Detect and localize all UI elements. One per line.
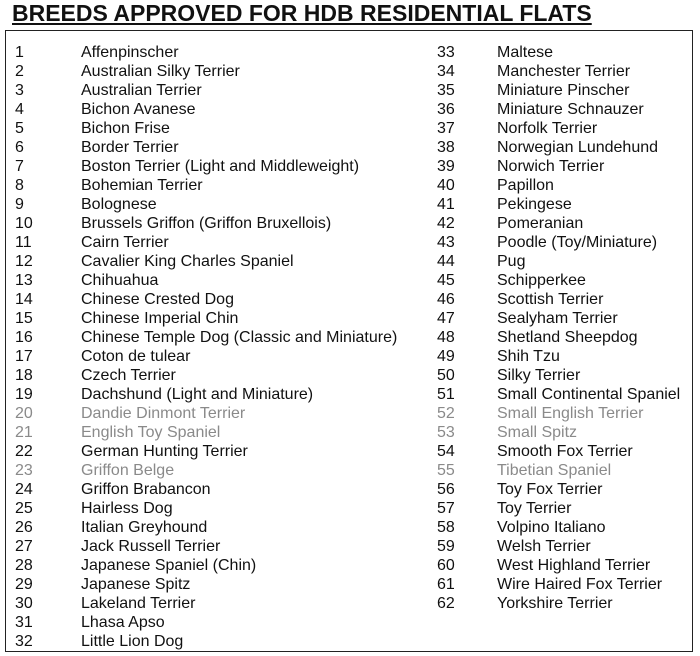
breed-name: Chihuahua [81, 272, 159, 289]
breed-name: Maltese [497, 44, 554, 61]
list-item [15, 233, 397, 252]
breed-number: 47 [437, 310, 455, 327]
breed-number: 46 [437, 291, 455, 308]
breed-number: 39 [437, 158, 455, 175]
breed-number: 10 [15, 215, 33, 232]
list-item [437, 442, 680, 461]
breed-name: English Toy Spaniel [81, 424, 221, 441]
breed-name: Scottish Terrier [497, 291, 604, 308]
breed-name: Norwegian Lundehund [497, 139, 659, 156]
breed-number: 38 [437, 139, 455, 156]
list-item [437, 537, 680, 556]
list-item [15, 62, 397, 81]
breed-number: 37 [437, 120, 455, 137]
breed-name: Poodle (Toy/Miniature) [497, 234, 658, 251]
breed-number: 45 [437, 272, 455, 289]
breed-number: 48 [437, 329, 455, 346]
breed-name: Pekingese [497, 196, 572, 213]
breed-name: Bichon Frise [81, 120, 170, 137]
breed-number: 1 [15, 44, 24, 61]
breed-number: 44 [437, 253, 455, 270]
breed-number: 29 [15, 576, 33, 593]
list-item [15, 442, 397, 461]
breed-number: 62 [437, 595, 455, 612]
breed-name: Norwich Terrier [497, 158, 605, 175]
breed-name: Affenpinscher [81, 44, 179, 61]
breed-name: Boston Terrier (Light and Middleweight) [81, 158, 360, 175]
breed-name: Jack Russell Terrier [81, 538, 221, 555]
breed-name: Cairn Terrier [81, 234, 169, 251]
breed-name: Chinese Crested Dog [81, 291, 234, 308]
list-item [15, 328, 397, 347]
list-item [15, 594, 397, 613]
breed-name: Bolognese [81, 196, 157, 213]
breed-name: Schipperkee [497, 272, 586, 289]
list-item [437, 556, 680, 575]
breed-name: Shih Tzu [497, 348, 560, 365]
list-item [15, 195, 397, 214]
breed-name: West Highland Terrier [497, 557, 651, 574]
breed-number: 31 [15, 614, 33, 631]
list-item [15, 100, 397, 119]
breed-number: 7 [15, 158, 24, 175]
breed-number: 40 [437, 177, 455, 194]
list-item [437, 404, 680, 423]
list-item [437, 195, 680, 214]
list-item [15, 366, 397, 385]
breed-name: Toy Fox Terrier [497, 481, 603, 498]
breed-number: 53 [437, 424, 455, 441]
list-item [15, 290, 397, 309]
list-item [437, 214, 680, 233]
breed-number: 56 [437, 481, 455, 498]
list-item [437, 138, 680, 157]
breed-number: 12 [15, 253, 33, 270]
list-item [437, 252, 680, 271]
breed-name: Pug [497, 253, 526, 270]
breed-name: Miniature Schnauzer [497, 101, 644, 118]
list-item [437, 309, 680, 328]
breed-number: 41 [437, 196, 455, 213]
list-item [15, 271, 397, 290]
breed-name: Bichon Avanese [81, 101, 196, 118]
breed-number: 9 [15, 196, 24, 213]
breed-number: 24 [15, 481, 33, 498]
breed-number: 36 [437, 101, 455, 118]
list-item [437, 499, 680, 518]
breed-name: Wire Haired Fox Terrier [497, 576, 663, 593]
breed-name: Australian Silky Terrier [81, 63, 240, 80]
breed-name: Bohemian Terrier [81, 177, 203, 194]
breed-name: Griffon Brabancon [81, 481, 211, 498]
breed-name: German Hunting Terrier [81, 443, 248, 460]
list-item [15, 423, 397, 442]
breed-number: 33 [437, 44, 455, 61]
breed-list-left [15, 43, 397, 651]
breed-number: 61 [437, 576, 455, 593]
breed-name: Norfolk Terrier [497, 120, 598, 137]
breed-name: Griffon Belge [81, 462, 175, 479]
breed-number: 8 [15, 177, 24, 194]
breed-name: Czech Terrier [81, 367, 176, 384]
list-item [437, 81, 680, 100]
list-item [437, 100, 680, 119]
breed-name: Little Lion Dog [81, 633, 184, 650]
list-item [15, 176, 397, 195]
list-item [15, 556, 397, 575]
list-item [437, 290, 680, 309]
breed-number: 6 [15, 139, 24, 156]
breed-name: Manchester Terrier [497, 63, 631, 80]
breed-name: Toy Terrier [497, 500, 572, 517]
breed-name: Japanese Spitz [81, 576, 191, 593]
breed-name: Silky Terrier [497, 367, 581, 384]
list-item [437, 480, 680, 499]
breed-name: Italian Greyhound [81, 519, 208, 536]
breed-number: 57 [437, 500, 455, 517]
list-item [437, 461, 680, 480]
list-item [15, 518, 397, 537]
breed-number: 23 [15, 462, 33, 479]
list-item [15, 480, 397, 499]
breed-name: Dachshund (Light and Miniature) [81, 386, 314, 403]
list-item [15, 81, 397, 100]
breed-name: Shetland Sheepdog [497, 329, 638, 346]
list-item [437, 157, 680, 176]
breed-name: Cavalier King Charles Spaniel [81, 253, 294, 270]
list-item [437, 385, 680, 404]
list-item [15, 347, 397, 366]
breed-number: 30 [15, 595, 33, 612]
breed-number: 32 [15, 633, 33, 650]
breed-number: 5 [15, 120, 24, 137]
breed-number: 25 [15, 500, 33, 517]
list-item [437, 347, 680, 366]
breed-number: 54 [437, 443, 455, 460]
breed-name: Lakeland Terrier [81, 595, 196, 612]
list-item [437, 328, 680, 347]
breed-number: 35 [437, 82, 455, 99]
breed-number: 19 [15, 386, 33, 403]
breed-name: Papillon [497, 177, 554, 194]
breed-number: 21 [15, 424, 33, 441]
breed-number: 58 [437, 519, 455, 536]
breed-name: Australian Terrier [81, 82, 202, 99]
list-item [437, 518, 680, 537]
breed-number: 14 [15, 291, 33, 308]
list-item [437, 119, 680, 138]
breed-number: 13 [15, 272, 33, 289]
breed-name: Miniature Pinscher [497, 82, 630, 99]
breed-number: 51 [437, 386, 455, 403]
breed-name: Smooth Fox Terrier [497, 443, 633, 460]
breed-number: 42 [437, 215, 455, 232]
breed-name: Pomeranian [497, 215, 584, 232]
list-item [15, 385, 397, 404]
list-item [15, 138, 397, 157]
list-item [15, 119, 397, 138]
breed-name: Chinese Imperial Chin [81, 310, 239, 327]
breed-name: Border Terrier [81, 139, 179, 156]
list-item [437, 423, 680, 442]
breed-list-right [437, 43, 680, 613]
breed-number: 49 [437, 348, 455, 365]
breed-name: Volpino Italiano [497, 519, 606, 536]
breed-number: 4 [15, 101, 24, 118]
breed-number: 11 [15, 234, 32, 251]
page-title: BREEDS APPROVED FOR HDB RESIDENTIAL FLATS [12, 0, 592, 26]
list-item [15, 537, 397, 556]
list-item [437, 62, 680, 81]
breed-number: 2 [15, 63, 24, 80]
breed-number: 55 [437, 462, 455, 479]
list-item [437, 233, 680, 252]
breed-name: Japanese Spaniel (Chin) [81, 557, 257, 574]
breed-number: 22 [15, 443, 33, 460]
breed-number: 59 [437, 538, 455, 555]
breed-number: 3 [15, 82, 24, 99]
list-item [15, 613, 397, 632]
breed-name: Welsh Terrier [497, 538, 591, 555]
list-item [15, 214, 397, 233]
breed-number: 50 [437, 367, 455, 384]
breed-number: 20 [15, 405, 33, 422]
list-item [15, 499, 397, 518]
breed-name: Sealyham Terrier [497, 310, 618, 327]
list-item [15, 252, 397, 271]
list-item [437, 271, 680, 290]
list-item [15, 309, 397, 328]
breed-name: Small Spitz [497, 424, 578, 441]
breed-name: Yorkshire Terrier [497, 595, 613, 612]
breed-name: Dandie Dinmont Terrier [81, 405, 246, 422]
list-item [15, 404, 397, 423]
list-item [437, 594, 680, 613]
breed-number: 18 [15, 367, 33, 384]
list-item [15, 575, 397, 594]
breed-name: Coton de tulear [81, 348, 191, 365]
breed-name: Chinese Temple Dog (Classic and Miniature) [81, 329, 398, 346]
breed-number: 43 [437, 234, 455, 251]
breed-number: 16 [15, 329, 33, 346]
breed-number: 15 [15, 310, 33, 327]
breed-name: Small English Terrier [497, 405, 644, 422]
breed-number: 52 [437, 405, 455, 422]
breed-name: Small Continental Spaniel [497, 386, 681, 403]
breed-name: Brussels Griffon (Griffon Bruxellois) [81, 215, 332, 232]
list-item [437, 43, 680, 62]
list-item [15, 157, 397, 176]
breed-number: 26 [15, 519, 33, 536]
list-item [437, 366, 680, 385]
list-item [15, 461, 397, 480]
breed-name: Tibetian Spaniel [497, 462, 612, 479]
breed-number: 17 [15, 348, 33, 365]
list-item [437, 575, 680, 594]
list-item [15, 632, 397, 651]
breed-number: 27 [15, 538, 33, 555]
list-item [15, 43, 397, 62]
breed-number: 34 [437, 63, 455, 80]
breed-number: 28 [15, 557, 33, 574]
breed-number: 60 [437, 557, 455, 574]
breed-name: Hairless Dog [81, 500, 173, 517]
list-item [437, 176, 680, 195]
breed-name: Lhasa Apso [81, 614, 165, 631]
